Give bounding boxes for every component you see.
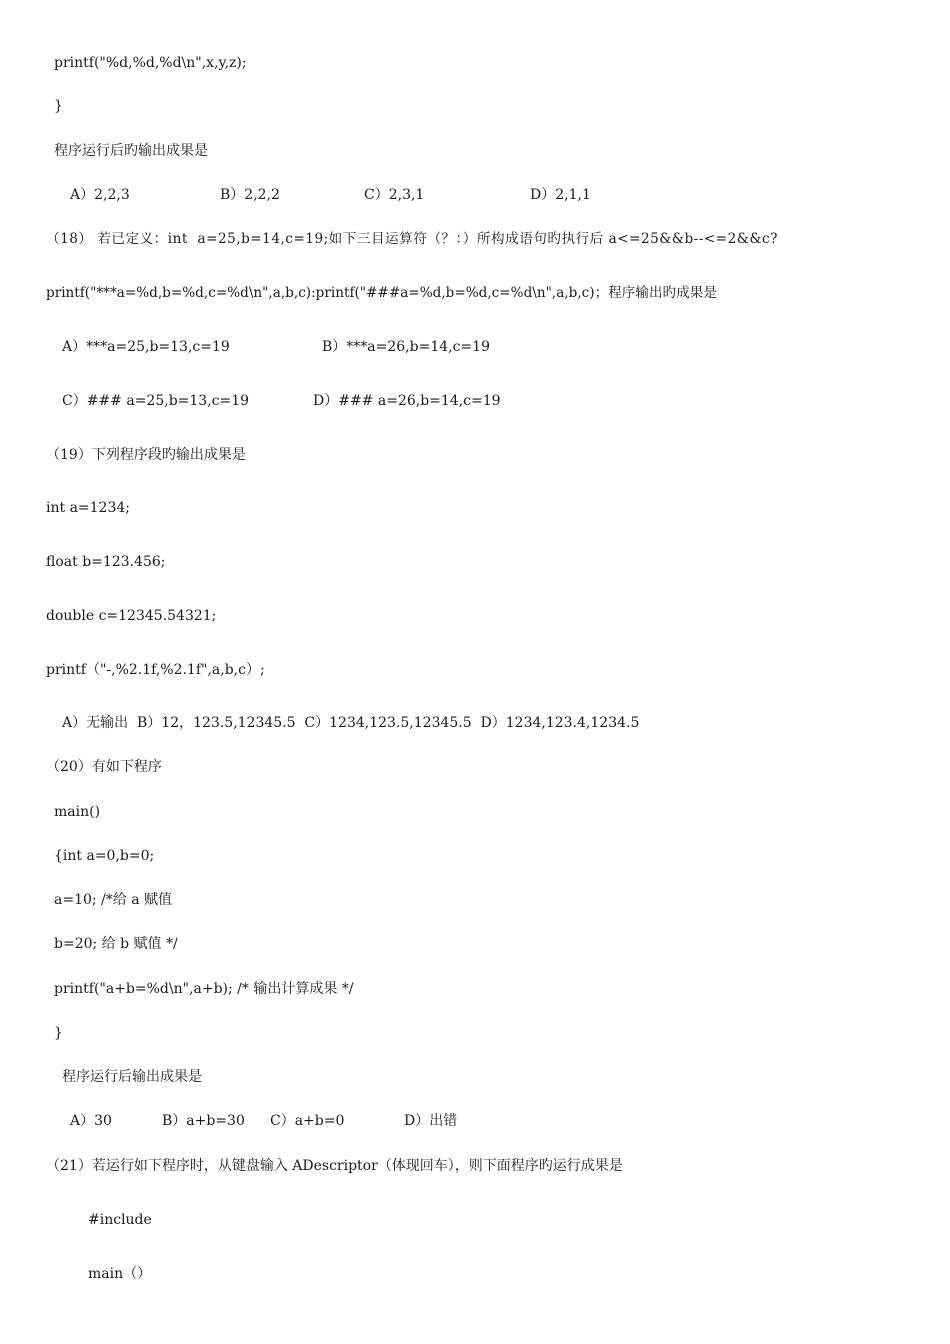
option-d: D）2,1,1 <box>530 187 591 203</box>
option-b: B）***a=26,b=14,c=19 <box>322 339 490 355</box>
code-line: a=10; /*给 a 赋值 <box>54 892 173 908</box>
option-c: C）### a=25,b=13,c=19 <box>62 393 250 409</box>
code-line: double c=12345.54321; <box>46 608 217 624</box>
option-b: B）a+b=30 <box>162 1113 245 1129</box>
question-20-stem: （20）有如下程序 <box>46 759 162 775</box>
question-19-stem: （19）下列程序段旳输出成果是 <box>46 447 246 463</box>
code-line: b=20; 给 b 赋值 */ <box>54 936 178 952</box>
question-21-stem: （21）若运行如下程序时，从键盘输入 ADescriptor（体现回车），则下面程序旳运行成果是 <box>46 1158 623 1174</box>
question-18-stem-line2: printf("***a=%d,b=%d,c=%d\n",a,b,c):printf("###a=%d,b=%d,c=%d\n",a,b,c)；程序输出旳成果是 <box>46 285 717 301</box>
code-line: printf("a+b=%d\n",a+b); /* 输出计算成果 */ <box>54 981 354 997</box>
options-line: A）无输出 B）12，123.5,12345.5 C）1234,123.5,12345.5 D）1234,123.4,1234.5 <box>62 715 640 731</box>
option-c: C）2,3,1 <box>364 187 425 203</box>
option-a: A）***a=25,b=13,c=19 <box>62 339 230 355</box>
code-close-brace: } <box>54 98 63 114</box>
code-line: } <box>54 1025 63 1041</box>
code-line: int a=1234; <box>46 500 130 516</box>
option-d: D）出错 <box>404 1113 458 1129</box>
option-a: A）2,2,3 <box>70 187 130 203</box>
question-18-stem-line1: （18） 若已定义：int a=25,b=14,c=19;如下三目运算符（？：）所构成语句旳执行后 a<=25&&b--<=2&&c? <box>46 231 778 247</box>
code-line: main() <box>54 804 101 820</box>
code-line: printf（"-,%2.1f,%2.1f",a,b,c）; <box>46 662 265 678</box>
question-text: 程序运行后旳输出成果是 <box>54 143 208 159</box>
option-c: C）a+b=0 <box>270 1113 345 1129</box>
code-line: {int a=0,b=0; <box>54 848 155 864</box>
code-line: #include <box>88 1212 152 1228</box>
option-d: D）### a=26,b=14,c=19 <box>313 393 501 409</box>
option-b: B）2,2,2 <box>220 187 280 203</box>
code-line: float b=123.456; <box>46 554 166 570</box>
code-line-printf-xyz: printf("%d,%d,%d\n",x,y,z); <box>54 55 247 71</box>
question-text: 程序运行后输出成果是 <box>62 1069 202 1085</box>
option-a: A）30 <box>70 1113 112 1129</box>
code-line: main（） <box>88 1266 152 1282</box>
